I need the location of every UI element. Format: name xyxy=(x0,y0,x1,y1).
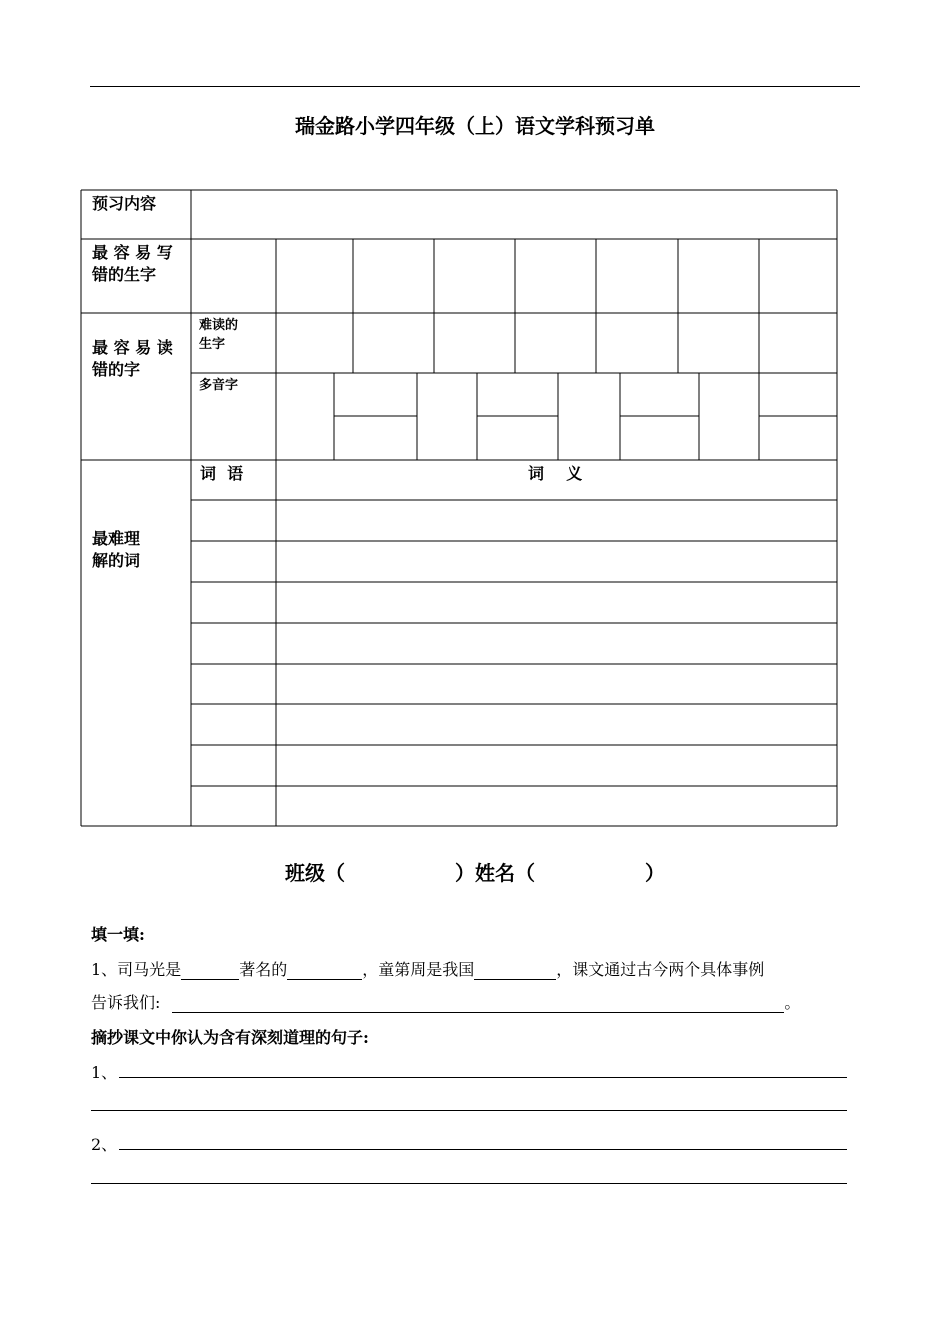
q1-prefix: 1、司马光是 xyxy=(91,960,182,979)
q1-blank-3[interactable] xyxy=(474,961,556,980)
copy-heading: 摘抄课文中你认为含有深刻道理的句子: xyxy=(91,1028,369,1047)
close-paren: ） xyxy=(645,861,665,885)
column-header-meaning: 词 义 xyxy=(528,464,583,483)
copy-item-2-label: 2、 xyxy=(91,1135,118,1154)
q1-line2-prefix: 告诉我们: xyxy=(91,993,161,1012)
q1-mid-3: ，课文通过古今两个具体事例 xyxy=(556,960,765,979)
q1-mid-1: 著名的 xyxy=(239,960,288,979)
question-1-line-2 xyxy=(91,990,800,1013)
copy-item-1-line-1[interactable] xyxy=(119,1077,847,1078)
copy-item-1-label: 1、 xyxy=(91,1063,118,1082)
label-hard-read-chars: 难读的 生字 xyxy=(199,318,239,352)
label-preview-content: 预习内容 xyxy=(92,194,157,213)
label-polyphone: 多音字 xyxy=(199,378,239,393)
name-label: ）姓名（ xyxy=(455,861,535,885)
class-name-line xyxy=(0,857,950,886)
class-label: 班级（ xyxy=(285,861,345,885)
label-read-errors: 最 容 易 读 错的字 xyxy=(92,338,173,379)
column-header-words: 词 语 xyxy=(200,464,244,483)
copy-item-2-line-2[interactable] xyxy=(91,1183,847,1184)
q1-blank-1[interactable] xyxy=(181,961,239,980)
q1-blank-4[interactable] xyxy=(172,994,784,1013)
copy-item-1-line-2[interactable] xyxy=(91,1110,847,1111)
label-hard-words: 最难理 解的词 xyxy=(92,529,141,570)
q1-blank-2[interactable] xyxy=(287,961,362,980)
label-write-errors: 最 容 易 写 错的生字 xyxy=(92,243,173,284)
question-1-line-1 xyxy=(91,957,764,980)
copy-item-2-line-1[interactable] xyxy=(119,1149,847,1150)
q1-mid-2: ，童第周是我国 xyxy=(362,960,475,979)
page-title: 瑞金路小学四年级（上）语文学科预习单 xyxy=(295,114,655,138)
fill-heading: 填一填: xyxy=(91,925,145,944)
q1-end: 。 xyxy=(784,993,801,1012)
